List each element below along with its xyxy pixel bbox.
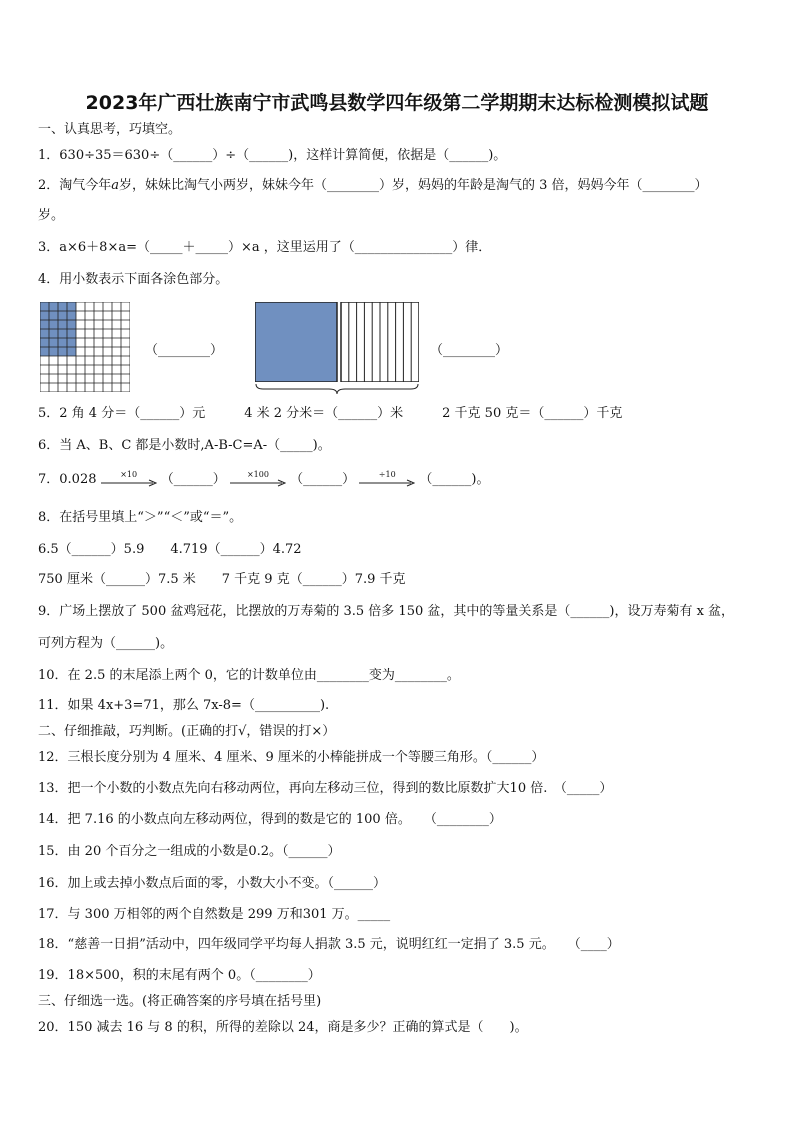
arrow-1-op: ×10 [120, 469, 138, 479]
question-7 [38, 469, 760, 488]
figure-2-answer-blank: （________） [430, 343, 509, 358]
section-2-heading: 二、仔细推敲，巧判断。(正确的打√，错误的打×） [38, 724, 336, 739]
question-7-blank-2: （______） [290, 472, 356, 487]
question-2-line-2: 岁。 [38, 208, 65, 223]
question-10: 10．在 2.5 的末尾添上两个 0，它的计数单位由________变为________。 [38, 668, 460, 683]
question-9-line-2: 可列方程为（______)。 [38, 636, 174, 651]
right-arrow-icon [101, 479, 157, 487]
arrow-2-op: ×100 [246, 469, 269, 479]
question-11: 11．如果 4x+3=71，那么 7x-8=（__________). [38, 698, 330, 713]
figure-1-answer-blank: （________） [145, 343, 224, 358]
question-8-part-b: 750 厘米（______）7.5 米 7 千克 9 克（______）7.9 千克 [38, 572, 406, 587]
question-13: 13．把一个小数的小数点先向右移动两位，再向左移动三位，得到的数比原数扩大10 倍. （_____） [38, 781, 613, 796]
page-title: 2023年广西壮族南宁市武鸣县数学四年级第二学期期末达标检测模拟试题 [85, 92, 709, 114]
section-1-heading: 一、认真思考，巧填空。 [38, 122, 182, 137]
question-6: 6．当 A、B、C 都是小数时,A-B-C=A-（_____)。 [38, 438, 331, 453]
question-2-line-1: 2．淘气今年𝑎岁，妹妹比淘气小两岁，妹妹今年（________）岁，妈妈的年龄是淘气的 3 倍，妈妈今年（________） [38, 178, 708, 193]
right-arrow-icon [359, 479, 415, 487]
shaded-square-strips-figure [255, 302, 419, 382]
question-8-part-a: 6.5（______）5.9 4.719（______）4.72 [38, 542, 302, 557]
question-20: 20．150 减去 16 与 8 的积，所得的差除以 24，商是多少？正确的算式是（ )。 [38, 1020, 528, 1035]
arrow-divide-10 [359, 469, 415, 487]
question-8: 8．在括号里填上“＞”“＜”或“＝”。 [38, 510, 243, 525]
question-16: 16．加上或去掉小数点后面的零，小数大小不变。（______） [38, 876, 387, 891]
right-arrow-icon [230, 479, 286, 487]
arrow-multiply-10 [101, 469, 157, 487]
shaded-grid-figure [40, 302, 130, 392]
question-4: 4．用小数表示下面各涂色部分。 [38, 272, 229, 287]
question-19: 19．18×500，积的末尾有两个 0。（________） [38, 968, 321, 983]
question-17: 17．与 300 万相邻的两个自然数是 299 万和301 万。_____ [38, 907, 391, 922]
question-1: 1．630÷35＝630÷（______）÷（______)，这样计算简便，依据是（______)。 [38, 148, 507, 163]
question-3: 3．a×6＋8×a=（_____＋_____）×a ，这里运用了（_______________）律． [38, 240, 492, 255]
question-9-line-1: 9．广场上摆放了 500 盆鸡冠花，比摆放的万寿菊的 3.5 倍多 150 盆，其中的等量关系是（______)，设万寿菊有 x 盆， [38, 604, 735, 619]
question-7-start: 7．0.028 [38, 472, 97, 487]
question-7-blank-1: （______） [160, 472, 226, 487]
question-18: 18．“慈善一日捐”活动中，四年级同学平均每人捐款 3.5 元，说明红红一定捐了 3.5 元。 （____） [38, 937, 620, 952]
full-shaded-square [255, 302, 337, 382]
question-7-blank-3: （______)。 [419, 472, 490, 487]
section-3-heading: 三、仔细选一选。(将正确答案的序号填在括号里) [38, 994, 322, 1009]
brace-under-figure [255, 383, 419, 395]
question-14: 14．把 7.16 的小数点向左移动两位，得到的数是它的 100 倍。 （________） [38, 812, 502, 827]
question-12: 12．三根长度分别为 4 厘米、4 厘米、9 厘米的小棒能拼成一个等腰三角形。（______） [38, 750, 545, 765]
question-5: 5．2 角 4 分＝（______）元 4 米 2 分米＝（______）米 2 千克 50 克＝（______）千克 [38, 406, 623, 421]
arrow-3-op: ÷10 [378, 469, 396, 479]
question-15: 15．由 20 个百分之一组成的小数是0.2。（______） [38, 844, 341, 859]
arrow-multiply-100 [230, 469, 286, 487]
